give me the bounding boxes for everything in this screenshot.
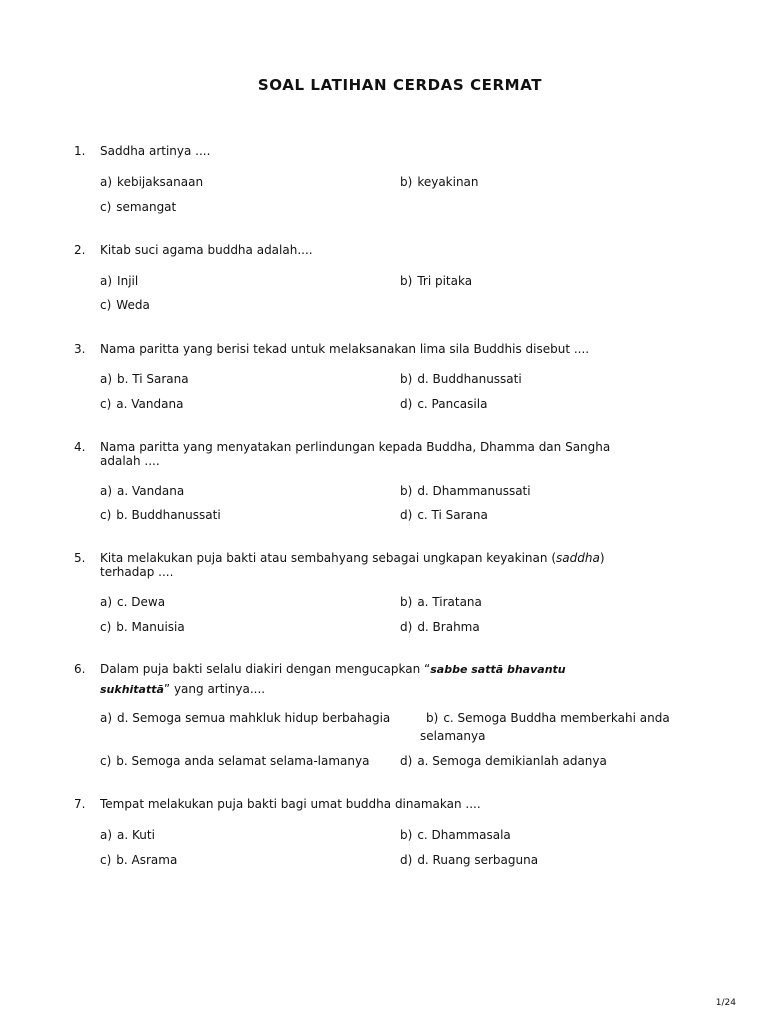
option-a: a) a. Kuti xyxy=(100,828,155,842)
question-number: 1. xyxy=(74,144,86,158)
page-number: 1/24 xyxy=(715,998,736,1008)
option-d: d) a. Semoga demikianlah adanya xyxy=(400,754,607,768)
option-a: a) d. Semoga semua mahkluk hidup berbahagia xyxy=(100,711,391,725)
question-text: Kitab suci agama buddha adalah.... xyxy=(100,243,313,257)
option-c: c) b. Manuisia xyxy=(100,620,185,634)
option-a: a) Injil xyxy=(100,274,139,288)
option-a: a) a. Vandana xyxy=(100,484,185,498)
document-title: SOAL LATIHAN CERDAS CERMAT xyxy=(257,76,543,94)
question-number: 4. xyxy=(74,440,86,454)
option-a: a) c. Dewa xyxy=(100,595,166,609)
question-text-line1: Nama paritta yang menyatakan perlindungan kepada Buddha, Dhamma dan Sangha xyxy=(100,440,611,454)
option-b: b) Tri pitaka xyxy=(400,274,473,288)
question-number: 3. xyxy=(74,342,86,356)
question-text-line2: terhadap .... xyxy=(100,565,174,579)
question-text-line2: adalah .... xyxy=(100,454,160,468)
question-text: Tempat melakukan puja bakti bagi umat buddha dinamakan .... xyxy=(100,797,481,811)
option-c: c) b. Asrama xyxy=(100,853,178,867)
option-c: c) a. Vandana xyxy=(100,397,184,411)
question-text-line2: sukhitattā” yang artinya.... xyxy=(100,682,266,696)
option-b: b) d. Buddhanussati xyxy=(400,372,522,386)
question-text: Saddha artinya .... xyxy=(100,144,211,158)
option-b: b) c. Semoga Buddha memberkahi anda xyxy=(426,711,670,725)
question-number: 2. xyxy=(74,243,86,257)
option-b: b) d. Dhammanussati xyxy=(400,484,531,498)
question-number: 6. xyxy=(74,662,86,676)
option-d: d) d. Ruang serbaguna xyxy=(400,853,539,867)
question-text: Nama paritta yang berisi tekad untuk melaksanakan lima sila Buddhis disebut .... xyxy=(100,342,590,356)
question-number: 7. xyxy=(74,797,86,811)
option-c: c) b. Buddhanussati xyxy=(100,508,221,522)
option-b: b) c. Dhammasala xyxy=(400,828,511,842)
option-a: a) b. Ti Sarana xyxy=(100,372,189,386)
option-d: d) d. Brahma xyxy=(400,620,480,634)
option-c: c) b. Semoga anda selamat selama-lamanya xyxy=(100,754,370,768)
question-text-line1: Kita melakukan puja bakti atau sembahyang sebagai ungkapan keyakinan (saddha) xyxy=(100,551,605,565)
question-number: 5. xyxy=(74,551,86,565)
option-a: a) kebijaksanaan xyxy=(100,175,204,189)
option-c: c) Weda xyxy=(100,298,150,312)
option-b: b) keyakinan xyxy=(400,175,479,189)
option-d: d) c. Pancasila xyxy=(400,397,488,411)
option-b: b) a. Tiratana xyxy=(400,595,482,609)
option-b-continued: selamanya xyxy=(420,729,486,743)
option-c: c) semangat xyxy=(100,200,177,214)
question-text-line1: Dalam puja bakti selalu diakiri dengan mengucapkan “sabbe sattā bhavantu xyxy=(100,662,566,676)
option-d: d) c. Ti Sarana xyxy=(400,508,488,522)
